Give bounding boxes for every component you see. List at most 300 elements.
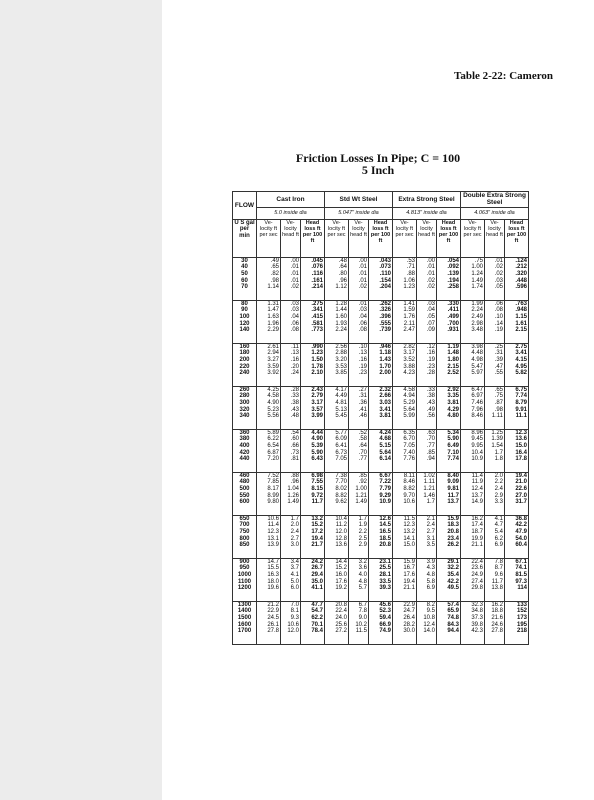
col-head-loss: Head loss ft per 100 ft <box>437 219 461 257</box>
cell-value: .55 <box>494 370 503 377</box>
cell-value: 25.5 <box>379 565 391 572</box>
cell-value: 47.9 <box>515 528 527 535</box>
cell-value: 15.5 <box>267 565 279 572</box>
page-title: Friction Losses In Pipe; C = 100 <box>295 151 461 165</box>
cell-value: 13.2 <box>311 515 323 522</box>
cell-value: .01 <box>426 270 435 277</box>
cell-value: .96 <box>338 277 347 284</box>
cell-value: 26.4 <box>403 614 415 621</box>
cell-value: 1.46 <box>423 492 435 499</box>
dxs-steel-velocity <box>461 386 485 429</box>
cell-value: 3.0 <box>290 542 299 549</box>
cell-value: 300 <box>239 399 250 406</box>
cell-value: .03 <box>358 307 367 314</box>
cell-value: 4.48 <box>471 350 483 357</box>
cell-value: 500 <box>239 485 250 492</box>
cell-value: 114 <box>517 585 527 592</box>
dxs-steel-velocity <box>461 257 485 300</box>
cell-value: .08 <box>494 307 503 314</box>
cell-value: 120 <box>239 320 250 327</box>
cell-value: 11.5 <box>355 628 367 635</box>
col-velocity: Ve- locity ft per sec <box>325 219 349 257</box>
cell-value: .116 <box>311 270 323 277</box>
cell-value: 10.2 <box>355 621 367 628</box>
cell-value: 2.56 <box>335 343 347 350</box>
cell-value: 1.60 <box>335 313 347 320</box>
cell-value: 2.7 <box>426 528 435 535</box>
cell-value: 7.76 <box>403 456 415 463</box>
std-steel-velocity <box>325 601 349 644</box>
cell-value: .320 <box>515 270 527 277</box>
cell-value: 140 <box>239 327 250 334</box>
cell-value: 19.4 <box>515 472 527 479</box>
cell-value: 1.47 <box>267 307 279 314</box>
cell-value: .88 <box>290 472 299 479</box>
cell-value: .13 <box>358 350 367 357</box>
cell-value: 32.2 <box>447 565 459 572</box>
cell-value: .64 <box>338 264 347 271</box>
cell-value: .77 <box>358 456 367 463</box>
cell-value: 5.7 <box>358 585 367 592</box>
xs-steel-velocity <box>393 343 417 386</box>
cell-value: 24.2 <box>311 558 323 565</box>
cell-value: .09 <box>426 327 435 334</box>
cell-value: 14.1 <box>403 535 415 542</box>
cell-value: 17.8 <box>515 456 527 463</box>
cell-value: 12.4 <box>471 485 483 492</box>
cell-value: 360 <box>239 429 250 436</box>
cell-value: 5.47 <box>471 363 483 370</box>
cell-value: 380 <box>239 436 250 443</box>
cell-value: 7.46 <box>471 399 483 406</box>
std-steel-head-loss <box>369 472 393 515</box>
cell-value: 21.1 <box>471 542 483 549</box>
std-steel-velocity <box>325 386 349 429</box>
cell-value: 20.8 <box>379 542 391 549</box>
cell-value: 1.06 <box>403 277 415 284</box>
dxs-steel-velocity <box>461 601 485 644</box>
cell-value: .330 <box>447 300 459 307</box>
cell-value: 4.0 <box>358 571 367 578</box>
dia-extra-strong-steel: 4.813" inside dia <box>393 207 461 219</box>
table-row <box>233 343 529 386</box>
cell-value: 7.70 <box>335 479 347 486</box>
cell-value: .77 <box>426 442 435 449</box>
cell-value: .194 <box>447 277 459 284</box>
cell-value: 13.9 <box>267 542 279 549</box>
cell-value: 4.90 <box>311 436 323 443</box>
cell-value: .06 <box>358 320 367 327</box>
cell-value: 54.0 <box>515 535 527 542</box>
cell-value: 7.79 <box>379 485 391 492</box>
cell-value: 2.11 <box>403 320 415 327</box>
cell-value: 7.0 <box>290 601 299 608</box>
cell-value: 1.63 <box>267 313 279 320</box>
cell-value: .20 <box>290 363 299 370</box>
cell-value: .03 <box>290 300 299 307</box>
cell-value: 12.4 <box>423 621 435 628</box>
cell-value: .27 <box>358 386 367 393</box>
cast-iron-head-loss <box>301 257 325 300</box>
cell-value: 13.8 <box>491 585 503 592</box>
cell-value: .39 <box>494 356 503 363</box>
cell-value: 2.7 <box>290 535 299 542</box>
cell-value: 9.70 <box>403 492 415 499</box>
cell-value: .262 <box>379 300 391 307</box>
cell-value: 3.88 <box>403 363 415 370</box>
std-steel-velocity-head <box>349 300 369 343</box>
cell-value: .81 <box>290 456 299 463</box>
cell-value: 1.7 <box>290 515 299 522</box>
cell-value: 13.1 <box>267 535 279 542</box>
cell-value: 1.14 <box>267 284 279 291</box>
cell-value: .47 <box>494 363 503 370</box>
cell-value: 900 <box>239 558 250 565</box>
cell-value: 10.6 <box>403 499 415 506</box>
cell-value: .19 <box>358 363 367 370</box>
cell-value: .38 <box>426 393 435 400</box>
cast-iron-velocity-head <box>281 429 301 472</box>
cell-value: 4.29 <box>447 406 459 413</box>
cell-value: 8.99 <box>267 492 279 499</box>
cast-iron-velocity-head <box>281 601 301 644</box>
cell-value: 6.67 <box>379 472 391 479</box>
cast-iron-head-loss <box>301 558 325 601</box>
cell-value: 6.09 <box>335 436 347 443</box>
cell-value: 10.6 <box>267 515 279 522</box>
cell-value: 13.6 <box>515 436 527 443</box>
xs-steel-head-loss <box>437 601 461 644</box>
cell-value: 1.7 <box>494 449 503 456</box>
cell-value: 39.3 <box>379 585 391 592</box>
cell-value: 480 <box>239 479 250 486</box>
cell-value: .04 <box>290 313 299 320</box>
cell-value: 3.41 <box>379 406 391 413</box>
cell-value: 2.43 <box>311 386 323 393</box>
cell-value: 6.54 <box>267 442 279 449</box>
cell-value: 400 <box>239 442 250 449</box>
cell-value: 6.9 <box>494 542 503 549</box>
cell-value: .581 <box>311 320 323 327</box>
cell-value: 600 <box>239 499 250 506</box>
cell-value: 18.8 <box>491 608 503 615</box>
dxs-steel-head-loss <box>505 601 529 644</box>
cell-value: 16.2 <box>491 601 503 608</box>
cell-value: 47.7 <box>311 601 323 608</box>
xs-steel-velocity-head <box>417 429 437 472</box>
cell-value: 70 <box>241 284 248 291</box>
cell-value: 9.91 <box>515 406 527 413</box>
cell-value: 59.4 <box>379 614 391 621</box>
cell-value: 1.7 <box>426 499 435 506</box>
cast-iron-velocity-head <box>281 558 301 601</box>
cell-value: 8.46 <box>471 413 483 420</box>
col-velocity-head: Ve- locity head ft <box>349 219 369 257</box>
cell-value: 1.54 <box>491 442 503 449</box>
cell-value: 42.2 <box>447 578 459 585</box>
cell-value: 57.4 <box>447 601 459 608</box>
cell-value: 2.15 <box>447 363 459 370</box>
std-steel-velocity <box>325 257 349 300</box>
cell-value: .75 <box>494 393 503 400</box>
left-margin-band <box>0 0 162 800</box>
cell-value: .10 <box>358 343 367 350</box>
cell-value: 13.7 <box>447 499 459 506</box>
cell-value: 2.4 <box>494 485 503 492</box>
flow-cell <box>233 429 257 472</box>
cell-value: .63 <box>426 429 435 436</box>
cell-value: 15.2 <box>311 522 323 529</box>
cell-value: 19.6 <box>267 585 279 592</box>
cell-value: 2.0 <box>290 522 299 529</box>
cell-value: .02 <box>494 270 503 277</box>
cell-value: 2.47 <box>403 327 415 334</box>
cell-value: 5.39 <box>311 442 323 449</box>
cell-value: 6.87 <box>267 449 279 456</box>
cell-value: 14.9 <box>471 499 483 506</box>
cell-value: .448 <box>515 277 527 284</box>
cell-value: 94.4 <box>447 628 459 635</box>
flow-cell <box>233 343 257 386</box>
cell-value: 11.2 <box>335 522 347 529</box>
dxs-steel-velocity-head <box>485 601 505 644</box>
cell-value: 6.97 <box>471 393 483 400</box>
cell-value: .275 <box>311 300 323 307</box>
cell-value: 2.2 <box>494 479 503 486</box>
cell-value: 1.49 <box>355 499 367 506</box>
cell-value: 9.45 <box>471 436 483 443</box>
cell-value: 1000 <box>237 571 252 578</box>
cell-value: 1.25 <box>491 429 503 436</box>
cell-value: .03 <box>494 277 503 284</box>
cell-value: 22.9 <box>403 601 415 608</box>
cell-value: .96 <box>290 479 299 486</box>
cell-value: 4.3 <box>426 565 435 572</box>
cell-value: 1.28 <box>335 300 347 307</box>
xs-steel-velocity <box>393 558 417 601</box>
cell-value: 21.6 <box>491 614 503 621</box>
table-row <box>233 601 529 644</box>
cell-value: 24.9 <box>471 571 483 578</box>
cell-value: 33.5 <box>379 578 391 585</box>
cell-value: 1.7 <box>358 515 367 522</box>
cell-value: 1.49 <box>471 277 483 284</box>
cell-value: 15.0 <box>403 542 415 549</box>
cell-value: .110 <box>379 270 391 277</box>
cell-value: 152 <box>516 608 527 615</box>
cell-value: 23.6 <box>471 565 483 572</box>
cell-value: 4.80 <box>447 413 459 420</box>
cell-value: 27.8 <box>491 628 503 635</box>
xs-steel-velocity-head <box>417 515 437 558</box>
cell-value: 19.9 <box>471 535 483 542</box>
cell-value: 160 <box>239 343 250 350</box>
xs-steel-velocity <box>393 386 417 429</box>
xs-steel-velocity-head <box>417 472 437 515</box>
cell-value: 23.4 <box>447 535 459 542</box>
group-header-extra-strong-steel: Extra Strong Steel <box>393 192 461 208</box>
cell-value: 16.3 <box>267 571 279 578</box>
cell-value: .58 <box>358 436 367 443</box>
cell-value: .411 <box>447 307 459 314</box>
cell-value: 27.0 <box>515 492 527 499</box>
cell-value: 21.2 <box>267 601 279 608</box>
cell-value: .85 <box>358 472 367 479</box>
cell-value: 4.24 <box>379 429 391 436</box>
cell-value: 4.7 <box>494 522 503 529</box>
dxs-steel-velocity <box>461 472 485 515</box>
cell-value: 173 <box>516 614 527 621</box>
cell-value: 700 <box>239 522 250 529</box>
cell-value: 1.50 <box>311 356 323 363</box>
cell-value: 260 <box>239 386 250 393</box>
cell-value: .16 <box>358 356 367 363</box>
cell-value: .139 <box>447 270 459 277</box>
cell-value: .23 <box>358 370 367 377</box>
std-steel-velocity-head <box>349 601 369 644</box>
flow-header: FLOW <box>233 192 257 220</box>
cell-value: 4.17 <box>335 386 347 393</box>
cell-value: 6.98 <box>311 472 323 479</box>
cell-value: 10.4 <box>471 449 483 456</box>
cast-iron-velocity <box>257 515 281 558</box>
dxs-steel-velocity <box>461 558 485 601</box>
cell-value: .054 <box>447 257 459 264</box>
cell-value: .154 <box>379 277 391 284</box>
cell-value: 3.17 <box>403 350 415 357</box>
cell-value: 6.2 <box>494 535 503 542</box>
dxs-steel-head-loss <box>505 257 529 300</box>
cell-value: 6.47 <box>471 386 483 393</box>
cell-value: 29.4 <box>311 571 323 578</box>
cell-value: 420 <box>239 449 250 456</box>
cell-value: .70 <box>358 449 367 456</box>
cell-value: .11 <box>291 343 299 350</box>
cell-value: 1.00 <box>355 485 367 492</box>
cell-value: 67.1 <box>515 558 527 565</box>
cell-value: 5.90 <box>447 436 459 443</box>
cell-value: 65.9 <box>447 608 459 615</box>
cell-value: 9.80 <box>267 499 279 506</box>
cell-value: 45.6 <box>379 601 391 608</box>
cell-value: 1400 <box>237 608 252 615</box>
cell-value: 1.11 <box>491 413 503 420</box>
cell-value: 2.24 <box>471 307 483 314</box>
cell-value: .53 <box>406 257 415 264</box>
std-steel-velocity-head <box>349 386 369 429</box>
cell-value: .43 <box>290 406 299 413</box>
cell-value: 35.0 <box>311 578 323 585</box>
cell-value: 2.94 <box>267 350 279 357</box>
cell-value: 7.05 <box>403 442 415 449</box>
cast-iron-head-loss <box>301 343 325 386</box>
table-row <box>233 300 529 343</box>
cell-value: 15.2 <box>335 565 347 572</box>
cell-value: 5.90 <box>311 449 323 456</box>
cell-value: 15.0 <box>515 442 527 449</box>
cell-value: .00 <box>426 257 435 264</box>
cell-value: 90 <box>241 307 248 314</box>
cell-value: 7.05 <box>335 456 347 463</box>
table-row <box>233 386 529 429</box>
cell-value: 10.9 <box>471 456 483 463</box>
cell-value: 4.49 <box>335 393 347 400</box>
xs-steel-velocity-head <box>417 343 437 386</box>
cell-value: 5.13 <box>335 406 347 413</box>
table-row <box>233 558 529 601</box>
cell-value: 4.58 <box>267 393 279 400</box>
cast-iron-velocity-head <box>281 343 301 386</box>
cell-value: 4.68 <box>379 436 391 443</box>
cell-value: 5.77 <box>335 429 347 436</box>
cell-value: 2.66 <box>379 393 391 400</box>
cell-value: 8.46 <box>403 479 415 486</box>
cell-value: 5.56 <box>267 413 279 420</box>
std-steel-velocity <box>325 300 349 343</box>
cell-value: 12.3 <box>267 528 279 535</box>
cell-value: 1.21 <box>423 485 435 492</box>
dxs-steel-velocity-head <box>485 429 505 472</box>
cell-value: 1.31 <box>267 300 279 307</box>
cell-value: 11.4 <box>471 472 483 479</box>
cast-iron-velocity-head <box>281 515 301 558</box>
cell-value: 5.29 <box>403 399 415 406</box>
cell-value: .04 <box>358 313 367 320</box>
cell-value: .01 <box>358 264 367 271</box>
cell-value: 5.8 <box>426 578 435 585</box>
cell-value: 3.3 <box>494 499 503 506</box>
friction-loss-table <box>232 191 529 645</box>
cell-value: 1.49 <box>287 499 299 506</box>
cell-value: 1.48 <box>447 350 459 357</box>
cell-value: 2.9 <box>494 492 503 499</box>
cell-value: 17.6 <box>403 571 415 578</box>
cell-value: 39.8 <box>471 621 483 628</box>
cell-value: 29.8 <box>471 585 483 592</box>
cell-value: .12 <box>426 343 435 350</box>
table-body <box>233 257 529 644</box>
std-steel-head-loss <box>369 515 393 558</box>
xs-steel-velocity <box>393 472 417 515</box>
cell-value: 4.44 <box>311 429 323 436</box>
dxs-steel-velocity-head <box>485 300 505 343</box>
cell-value: 2.24 <box>335 327 347 334</box>
cell-value: 27.8 <box>267 628 279 635</box>
cell-value: 1.04 <box>287 485 299 492</box>
cell-value: 12.8 <box>335 535 347 542</box>
cell-value: .65 <box>494 386 503 393</box>
cell-value: 19.2 <box>335 585 347 592</box>
xs-steel-head-loss <box>437 300 461 343</box>
cell-value: .124 <box>515 257 527 264</box>
cell-value: .56 <box>426 413 435 420</box>
cell-value: 6.14 <box>379 456 391 463</box>
cell-value: .41 <box>358 406 367 413</box>
cast-iron-velocity <box>257 558 281 601</box>
std-steel-velocity <box>325 515 349 558</box>
dxs-steel-velocity <box>461 300 485 343</box>
cell-value: 8.40 <box>447 472 459 479</box>
std-steel-velocity <box>325 343 349 386</box>
dia-double-extra-strong-steel: 4.063" inside dia <box>461 207 529 219</box>
cell-value: 36.8 <box>515 515 527 522</box>
cell-value: 460 <box>239 472 250 479</box>
cell-value: 26.2 <box>447 542 459 549</box>
cell-value: 1.24 <box>471 270 483 277</box>
cell-value: 11.1 <box>515 413 527 420</box>
col-head-loss: Head loss ft per 100 ft <box>505 219 529 257</box>
cell-value: .01 <box>358 277 367 284</box>
